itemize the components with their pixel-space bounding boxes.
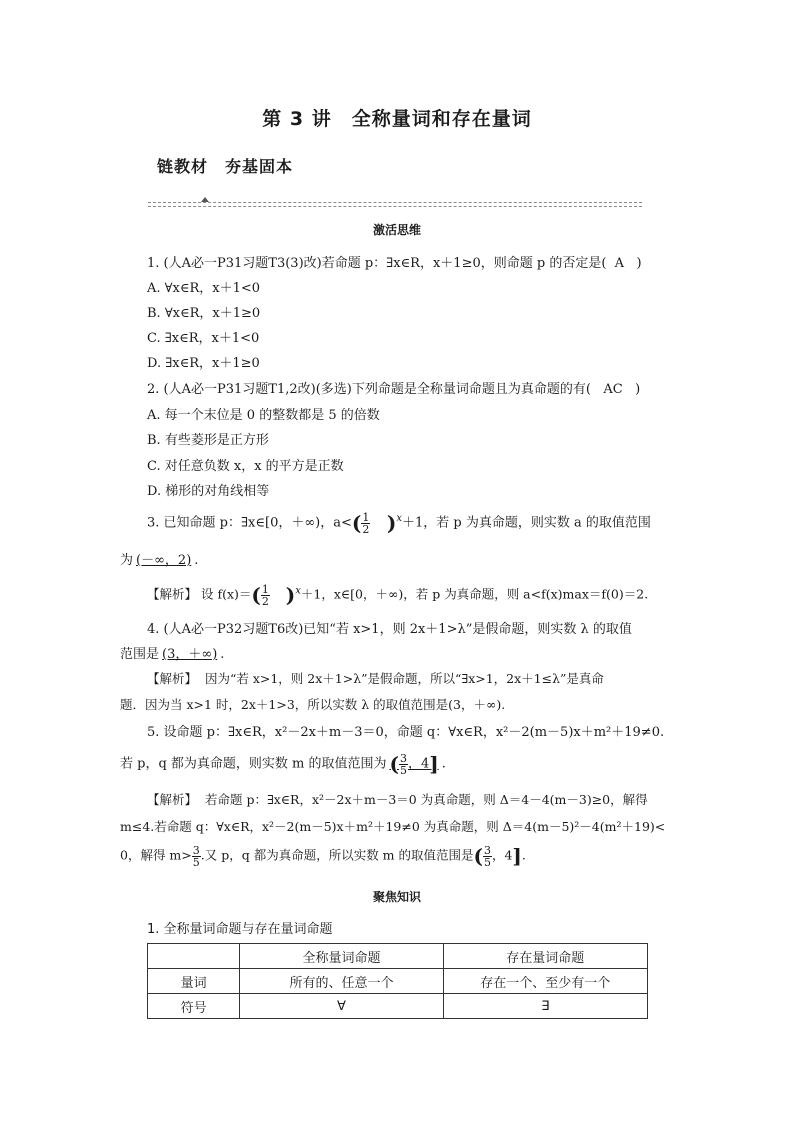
question-1-option-c: C. ∃x∈R，x＋1<0 <box>147 331 260 346</box>
question-2-answer: AC <box>603 382 623 397</box>
table-cell: ∃ <box>443 994 647 1019</box>
table-row <box>148 994 648 1019</box>
question-3-analysis: 【解析】 设 f(x)＝( $\frac{1}{2}$ )$^x$＋1，x∈[0，＋∞)，若 p 为真命题，则 a<f(x)max＝f(0)＝2. <box>147 582 649 608</box>
question-4-answer: (3，＋∞) <box>162 647 218 662</box>
question-2-option-b: B. 有些菱形是正方形 <box>147 433 269 448</box>
question-2-option-d: D. 梯形的对角线相等 <box>147 484 270 499</box>
question-3-suffix: . <box>194 553 199 568</box>
dashed-divider <box>148 202 642 207</box>
question-1-stem: 1. (人A必一P31习题T3(3)改)若命题 p：∃x∈R，x＋1≥0，则命题 p 的否定是( <box>147 256 607 271</box>
question-3-exponent: x <box>396 513 402 525</box>
question-5-analysis-line1: 【解析】 若命题 p：∃x∈R，x²－2x＋m－3＝0 为真命题，则 Δ＝4－4(m－3)≥0，解得 <box>147 792 648 807</box>
table-cell: 量词 <box>148 969 240 994</box>
table-row <box>148 969 648 994</box>
question-2-option-a: A. 每一个末位是 0 的整数都是 5 的倍数 <box>147 408 380 423</box>
question-1-option-b: B. ∀x∈R，x＋1≥0 <box>147 306 261 321</box>
analysis-label: 【解析】 <box>147 671 198 686</box>
question-4-line2 <box>120 643 224 662</box>
question-5-analysis-line3: 0，解得 m> $\frac{3}{5}$ .又 p，q 都为真命题，所以实数 m 的取值范围是( $\frac{3}{5}$ ，4]. <box>120 843 526 869</box>
question-1-option-d: D. ∃x∈R，x＋1≥0 <box>147 356 260 371</box>
question-3-analysis-a: 设 f(x)＝ <box>201 586 252 602</box>
question-3-answer: (－∞，2) <box>136 553 192 568</box>
question-3-stem-b: ＋1，若 p 为真命题，则实数 a 的取值范围 <box>402 515 651 531</box>
knowledge-item-1: 1. 全称量词命题与存在量词命题 <box>147 922 333 937</box>
question-4-prefix: 范围是 <box>120 647 160 662</box>
question-2-option-c: C. 对任意负数 x，x 的平方是正数 <box>147 459 344 474</box>
table-cell: 存在一个、至少有一个 <box>443 969 647 994</box>
question-3-line2 <box>120 549 198 568</box>
question-1-answer: A <box>614 256 625 271</box>
section-subtitle: 链教材 夯基固本 <box>157 157 294 176</box>
question-1-close: ) <box>636 256 642 271</box>
question-2 <box>147 378 640 397</box>
question-3-fraction: $\frac{1}{2}$ <box>362 510 370 536</box>
question-5: 5. 设命题 p：∃x∈R，x²－2x＋m－3＝0，命题 q：∀x∈R，x²－2(m－5)x＋m²＋19≠0. <box>147 725 665 740</box>
table-header-cell <box>148 944 240 969</box>
question-2-close: ) <box>635 382 641 397</box>
question-3-analysis-b: ＋1，x∈[0，＋∞)，若 p 为真命题，则 a<f(x)max＝f(0)＝2. <box>300 586 649 602</box>
question-5-line2 <box>120 752 446 776</box>
question-4-analysis-line2: 题．因为当 x>1 时，2x＋1>3，所以实数 λ 的取值范围是(3，＋∞). <box>120 697 506 712</box>
question-1-option-a: A. ∀x∈R，x＋1<0 <box>147 281 261 296</box>
page-title: 第 3 讲 全称量词和存在量词 <box>262 108 532 130</box>
question-5-analysis-line2: m≤4.若命题 q：∀x∈R，x²－2(m－5)x＋m²＋19≠0 为真命题，则 Δ＝4(m－5)²－4(m²＋19)< <box>120 819 666 834</box>
question-3: 3. 已知命题 p：∃x∈[0，＋∞)，a<( $\frac{1}{2}$ )$^x$＋1，若 p 为真命题，则实数 a 的取值范围 <box>147 510 651 536</box>
table-cell: 所有的、任意一个 <box>240 969 443 994</box>
question-5-answer: ( $\frac{3}{5}$ ，4] <box>389 751 439 777</box>
divider-marker-icon <box>201 197 209 202</box>
quantifier-table <box>147 943 648 1019</box>
question-4: 4. (人A必一P32习题T6改)已知“若 x>1，则 2x＋1>λ”是假命题，则实数 λ 的取值 <box>147 622 632 637</box>
question-1 <box>147 252 642 271</box>
question-2-stem: 2. (人A必一P31习题T1,2改)(多选)下列命题是全称量词命题且为真命题的有( <box>147 382 591 397</box>
table-cell: 符号 <box>148 994 240 1019</box>
question-3-analysis-fraction: $\frac{1}{2}$ <box>261 582 269 608</box>
table-header-cell: 全称量词命题 <box>240 944 443 969</box>
question-5-suffix: . <box>441 756 446 772</box>
table-header-row <box>148 944 648 969</box>
question-5-prefix: 若 p，q 都为真命题，则实数 m 的取值范围为 <box>120 756 387 772</box>
section-heading-focus: 聚焦知识 <box>372 890 421 904</box>
question-4-suffix: . <box>220 647 225 662</box>
analysis-label: 【解析】 <box>147 792 198 807</box>
question-3-prefix: 为 <box>120 553 134 568</box>
table-cell: ∀ <box>240 994 443 1019</box>
question-4-analysis-line1: 【解析】 因为“若 x>1，则 2x＋1>λ”是假命题，所以“∃x>1，2x＋1≤λ”是真命 <box>147 671 604 686</box>
analysis-label: 【解析】 <box>147 586 198 602</box>
table-header-cell: 存在量词命题 <box>443 944 647 969</box>
section-heading-activate: 激活思维 <box>372 223 421 237</box>
question-3-stem-a: 3. 已知命题 p：∃x∈[0，＋∞)，a< <box>147 515 352 531</box>
